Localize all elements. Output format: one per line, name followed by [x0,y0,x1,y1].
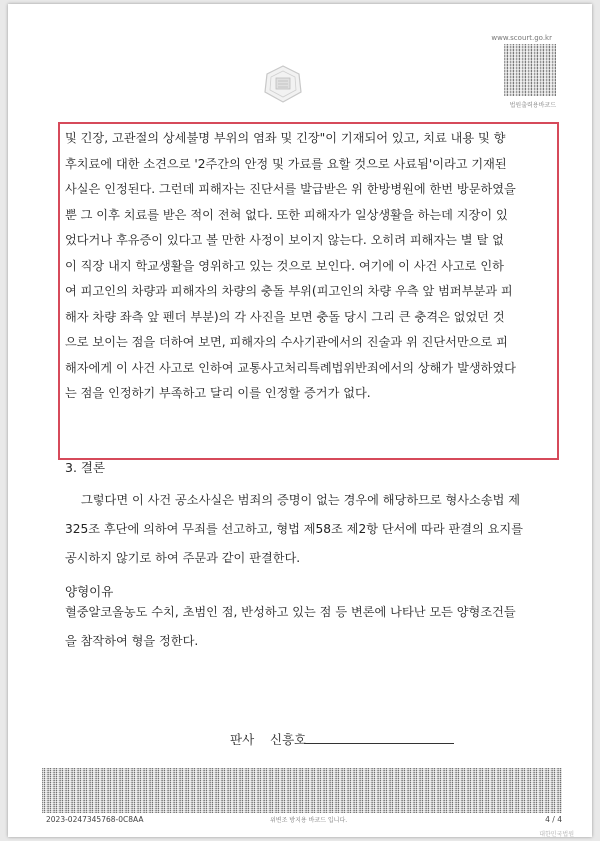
text-line: 었다거나 후유증이 있다고 볼 만한 사정이 보이지 않는다. 오히려 피해자는 별 탈 없 [65,233,504,247]
signature-block [8,730,592,750]
text-line: 을 참작하여 형을 정한다. [65,634,199,648]
text-line: 후치료에 대한 소견으로 '2주간의 안정 및 가료를 요할 것으로 사료됨'이라고 기재된 [65,156,507,171]
text-line: 으로 보이는 점을 더하여 보면, 피해자의 수사기관에서의 진술과 위 진단서만으로 피 [65,335,508,349]
barcode-caption: 법원출력용바코드 [509,102,556,109]
reasoning-paragraph [65,126,553,407]
court-url: www.scourt.go.kr [491,34,552,42]
document-page [8,4,592,837]
text-line: 325조 후단에 의하여 무죄를 선고하고, 형법 제58조 제2항 단서에 따라 판결의 요지를 [65,522,523,536]
judge-title: 판사 [230,732,255,747]
text-line: 이 직장 내지 학교생활을 영위하고 있는 것으로 보인다. 여기에 이 사건 사고로 인하 [65,258,504,273]
text-line: 해자 차량 좌측 앞 펜더 부분)의 각 사진을 보면 충돌 당시 그리 큰 충격은 없었던 것 [65,309,505,324]
sentencing-title: 양형이유 [65,584,114,599]
text-line: 그렇다면 이 사건 공소사실은 범죄의 증명이 없는 경우에 해당하므로 형사소송법 제 [81,493,521,507]
text-line: 는 점을 인정하기 부족하고 달리 이를 인정할 증거가 없다. [65,386,371,400]
text-line: 뿐 그 이후 치료를 받은 적이 전혀 없다. 또한 피해자가 일상생활을 하는데 지장이 있 [65,207,508,222]
court-seal-icon [263,64,303,104]
signature-line [304,743,454,744]
text-line: 및 긴장, 고관절의 상세불명 부위의 염좌 및 긴장"이 기재되어 있고, 치료 내용 및 향 [65,131,506,145]
text-line: 공시하지 않기로 하여 주문과 같이 판결한다. [65,551,301,565]
text-line: 여 피고인의 차량과 피해자의 차량의 충돌 부위(피고인의 차량 우측 앞 범퍼부분과 피 [65,284,513,298]
text-line: 해자에게 이 사건 사고로 인하여 교통사고처리특례법위반죄에서의 상해가 발생하였다 [65,360,516,375]
sentencing-paragraph [65,598,555,656]
text-line: 사실은 인정된다. 그런데 피해자는 진단서를 발급받은 위 한방병원에 한번 방문하였을 [65,182,516,196]
conclusion-title: 3. 결론 [65,460,106,475]
court-logo-text: 대한민국법원 [539,831,574,838]
document-number: 2023-0247345768-0C8AA [46,815,144,824]
judge-name: 신흥호 [270,732,307,747]
page-number: 4 / 4 [545,815,562,824]
barcode-note: 위변조 방지용 바코드 입니다. [270,817,348,824]
text-line: 혈중알코올농도 수치, 초범인 점, 반성하고 있는 점 등 변론에 나타난 모든 양형조건들 [65,605,516,619]
conclusion-paragraph [65,486,555,573]
barcode-image [504,44,556,96]
anti-forgery-barcode [42,768,562,813]
